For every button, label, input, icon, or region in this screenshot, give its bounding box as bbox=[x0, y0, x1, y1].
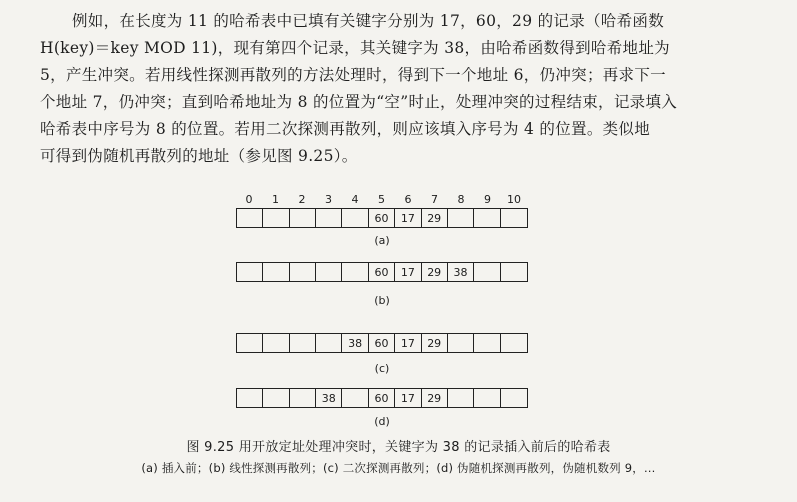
hash-table-cell bbox=[237, 334, 263, 352]
index-label: 4 bbox=[351, 193, 359, 206]
hash-table-cell: 17 bbox=[395, 334, 421, 352]
hash-table-cell bbox=[474, 263, 500, 281]
hash-table-cell: 29 bbox=[422, 389, 448, 407]
hash-table-cell bbox=[501, 389, 527, 407]
hash-table-cell bbox=[474, 389, 500, 407]
index-label: 6 bbox=[404, 193, 412, 206]
index-label: 9 bbox=[484, 193, 491, 206]
hash-table-cell: 60 bbox=[369, 209, 395, 227]
hash-table-cell bbox=[237, 209, 263, 227]
hash-table-row bbox=[236, 333, 528, 353]
hash-table-cell bbox=[448, 389, 474, 407]
paragraph-line: 例如，在长度为 11 的哈希表中已填有关键字分别为 17，60，29 的记录（哈希函数 bbox=[72, 12, 665, 30]
index-label: 0 bbox=[245, 193, 253, 206]
index-label: 3 bbox=[325, 193, 332, 206]
hash-table-cell bbox=[263, 389, 289, 407]
hash-table-cell: 60 bbox=[369, 389, 395, 407]
hash-table-cell bbox=[263, 263, 289, 281]
hash-table-cell bbox=[237, 389, 263, 407]
index-label: 1 bbox=[272, 193, 279, 206]
index-label: 5 bbox=[378, 193, 385, 206]
hash-table-cell bbox=[474, 209, 500, 227]
hash-table-cell bbox=[316, 334, 342, 352]
hash-table-cell: 29 bbox=[422, 334, 448, 352]
hash-table-cell bbox=[448, 209, 474, 227]
hash-table-cell bbox=[263, 334, 289, 352]
row-label: (a) bbox=[374, 234, 390, 247]
hash-table-cell bbox=[474, 334, 500, 352]
paragraph-line: 5，产生冲突。若用线性探测再散列的方法处理时，得到下一个地址 6，仍冲突；再求下一 bbox=[40, 66, 666, 84]
hash-table-cell bbox=[237, 263, 263, 281]
paragraph-line: H(key)＝key MOD 11)，现有第四个记录，其关键字为 38，由哈希函数得到哈希地址为 bbox=[40, 39, 670, 57]
hash-table-cell: 17 bbox=[395, 209, 421, 227]
paragraph-line: 哈希表中序号为 8 的位置。若用二次探测再散列，则应该填入序号为 4 的位置。类似地 bbox=[40, 120, 651, 138]
hash-table-row bbox=[236, 388, 528, 408]
figure-caption: 图 9.25 用开放定址处理冲突时，关键字为 38 的记录插入前后的哈希表 bbox=[186, 440, 611, 455]
hash-table-cell bbox=[501, 209, 527, 227]
hash-table-cell bbox=[342, 263, 368, 281]
row-label: (d) bbox=[374, 415, 390, 428]
hash-table-cell bbox=[316, 263, 342, 281]
hash-table-cell: 60 bbox=[369, 334, 395, 352]
hash-table-cell: 38 bbox=[448, 263, 474, 281]
hash-table-cell bbox=[290, 334, 316, 352]
hash-table-cell: 29 bbox=[422, 263, 448, 281]
hash-table-cell bbox=[501, 263, 527, 281]
index-label: 2 bbox=[298, 193, 306, 206]
hash-table-cell bbox=[342, 209, 368, 227]
hash-table-cell bbox=[290, 389, 316, 407]
index-label: 8 bbox=[457, 193, 465, 206]
hash-table-cell: 38 bbox=[342, 334, 368, 352]
hash-table-row bbox=[236, 208, 528, 228]
hash-table-row bbox=[236, 262, 528, 282]
hash-table-cell: 38 bbox=[316, 389, 342, 407]
hash-table-cell bbox=[290, 263, 316, 281]
hash-table-cell: 17 bbox=[395, 389, 421, 407]
hash-table-cell: 17 bbox=[395, 263, 421, 281]
row-label: (b) bbox=[374, 294, 390, 307]
hash-table-cell bbox=[316, 209, 342, 227]
paragraph-line: 可得到伪随机再散列的地址（参见图 9.25）。 bbox=[40, 147, 358, 165]
hash-table-cell bbox=[263, 209, 289, 227]
index-label: 10 bbox=[507, 193, 521, 206]
figure-legend: (a) 插入前；(b) 线性探测再散列；(c) 二次探测再散列；(d) 伪随机探测再散列，伪随机数列 9，… bbox=[141, 461, 656, 475]
hash-table-cell bbox=[501, 334, 527, 352]
paragraph-line: 个地址 7，仍冲突；直到哈希地址为 8 的位置为“空”时止，处理冲突的过程结束，记录填入 bbox=[40, 93, 678, 111]
hash-table-cell: 29 bbox=[422, 209, 448, 227]
row-label: (c) bbox=[374, 362, 390, 375]
hash-table-cell bbox=[290, 209, 316, 227]
hash-table-cell bbox=[342, 389, 368, 407]
index-label: 7 bbox=[431, 193, 438, 206]
hash-table-cell bbox=[448, 334, 474, 352]
hash-table-cell: 60 bbox=[369, 263, 395, 281]
